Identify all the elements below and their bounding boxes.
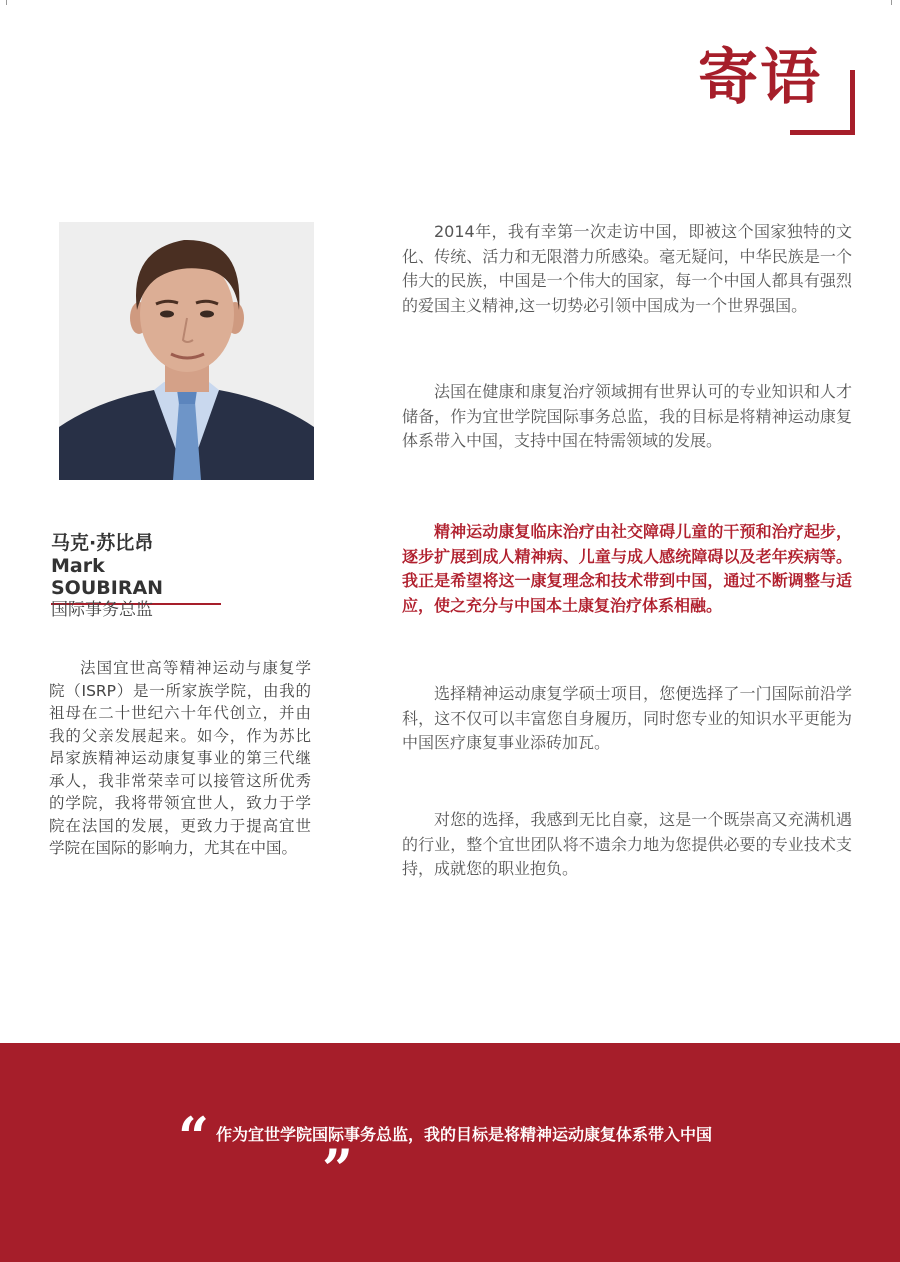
quote-open-mark: “ bbox=[178, 1105, 210, 1169]
paragraph-5: 对您的选择，我感到无比自豪，这是一个既崇高又充满机遇的行业，整个宜世团队将不遗余力地为您提供必要的专业技术支持，成就您的职业抱负。 bbox=[402, 810, 852, 878]
paragraph-3-highlight: 精神运动康复临床治疗由社交障碍儿童的干预和治疗起步，逐步扩展到成人精神病、儿童与成人感统障碍以及老年疾病等。我正是希望将这一康复理念和技术带到中国，通过不断调整与适应，使之充分与中国本土康复治疗体系相融。 bbox=[402, 522, 852, 615]
portrait-photo bbox=[59, 222, 314, 480]
paragraph-2: 法国在健康和康复治疗领域拥有世界认可的专业知识和人才储备，作为宜世学院国际事务总监，我的目标是将精神运动康复体系带入中国，支持中国在特需领域的发展。 bbox=[402, 382, 852, 450]
portrait-illustration bbox=[59, 222, 314, 480]
crop-mark-right bbox=[891, 0, 892, 5]
quote-close-mark: ” bbox=[322, 1137, 354, 1201]
title-bracket-decoration bbox=[790, 70, 855, 135]
paragraph-1: 2014年，我有幸第一次走访中国，即被这个国家独特的文化、传统、活力和无限潜力所感染。毫无疑问，中华民族是一个伟大的民族，中国是一个伟大的国家，每一个中国人都具有强烈的爱国主义精神,这一切势必引领中国成为一个世界强国。 bbox=[402, 222, 852, 315]
quote-banner bbox=[0, 1043, 900, 1262]
crop-mark-left bbox=[6, 0, 7, 5]
person-role: 国际事务总监 bbox=[51, 600, 153, 620]
person-name-english: Mark SOUBIRAN bbox=[51, 555, 221, 605]
page-title: 寄语 bbox=[698, 43, 822, 113]
quote-text: 作为宜世学院国际事务总监，我的目标是将精神运动康复体系带入中国 bbox=[216, 1125, 713, 1144]
person-name-chinese: 马克·苏比昂 bbox=[51, 532, 154, 554]
intro-paragraph: 法国宜世高等精神运动与康复学院（ISRP）是一所家族学院，由我的祖母在二十世纪六十年代创立，并由我的父亲发展起来。如今，作为苏比昂家族精神运动康复事业的第三代继承人，我非常荣幸可以接管这所优秀的学院，我将带领宜世人，致力于学院在法国的发展，更致力于提高宜世学院在国际的影响力，尤其在中国。 bbox=[49, 659, 311, 857]
paragraph-4: 选择精神运动康复学硕士项目，您便选择了一门国际前沿学科，这不仅可以丰富您自身履历，同时您专业的知识水平更能为中国医疗康复事业添砖加瓦。 bbox=[402, 684, 852, 752]
